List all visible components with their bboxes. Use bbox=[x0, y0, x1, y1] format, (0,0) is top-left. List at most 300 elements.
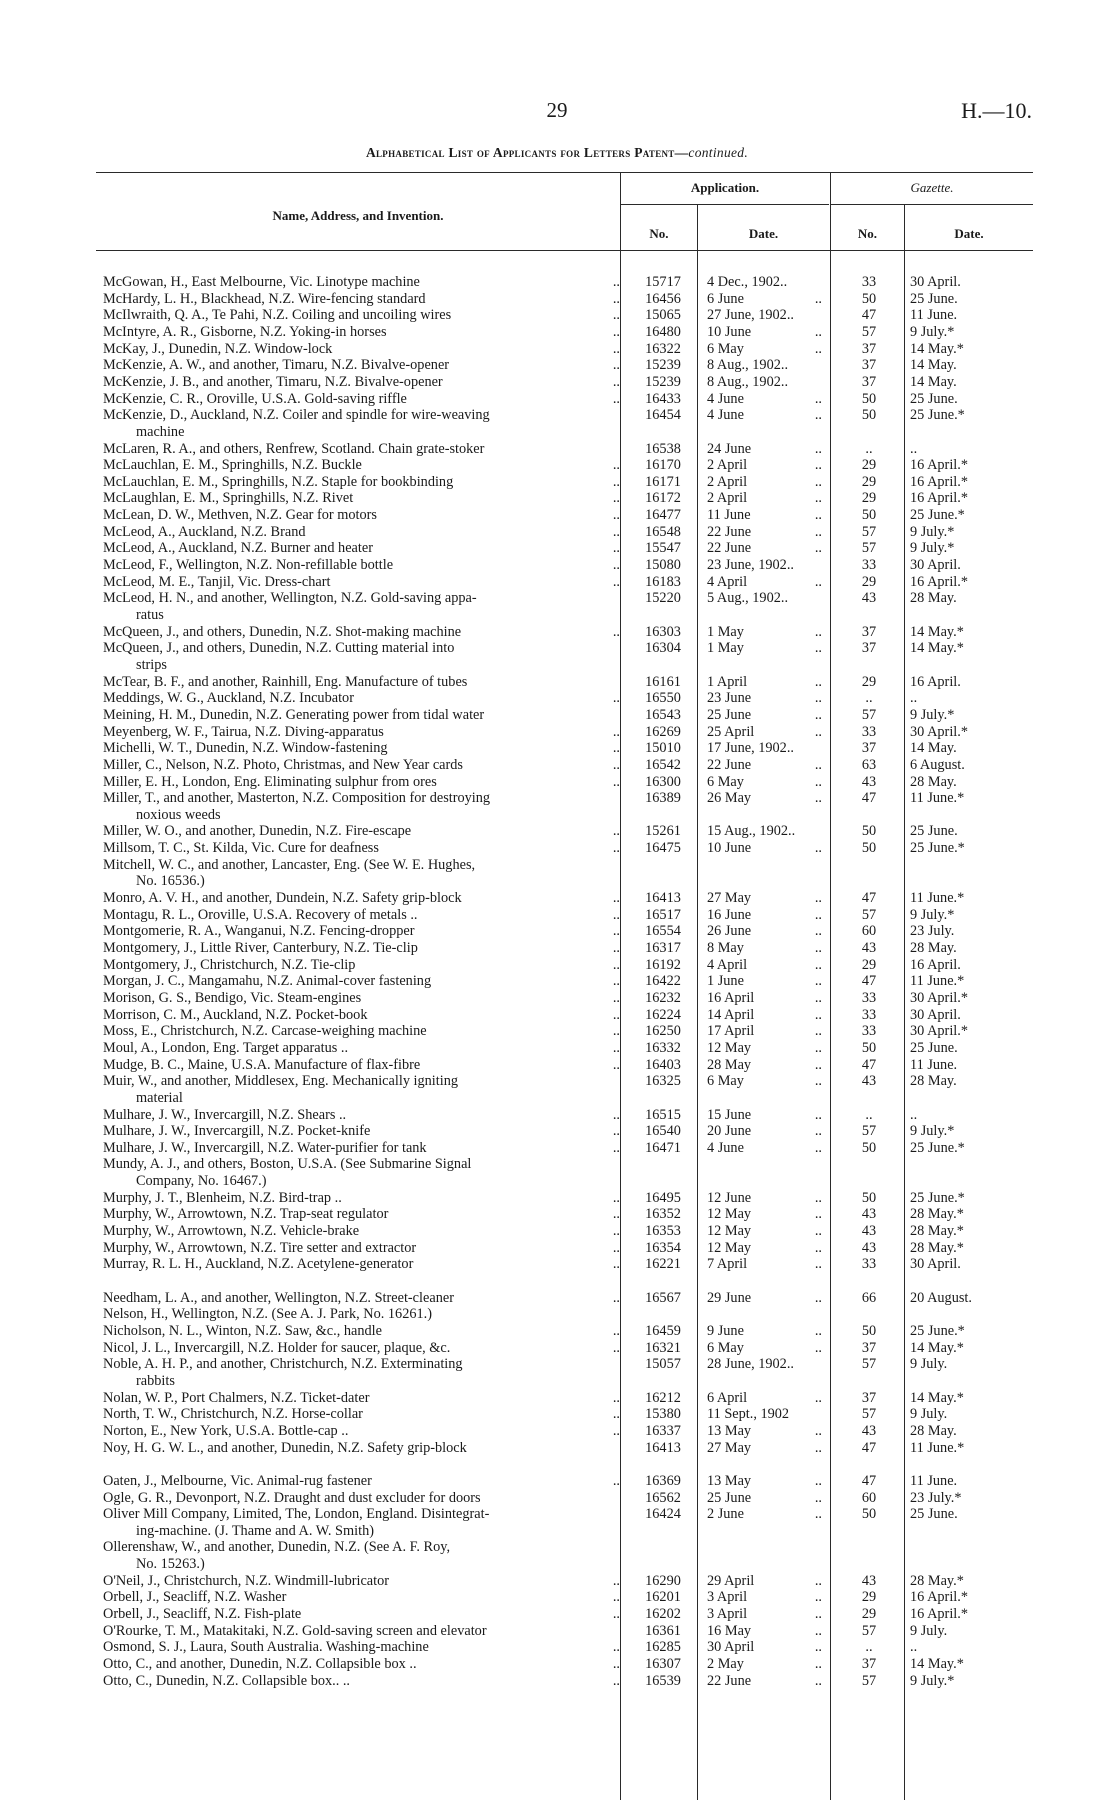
document-reference: H.—10. bbox=[961, 98, 1032, 123]
table-row bbox=[0, 1656, 1114, 1673]
application-number: 15220 bbox=[645, 590, 681, 607]
leader-dots: .. bbox=[814, 1389, 822, 1406]
gazette-date: 30 April. bbox=[910, 274, 961, 290]
application-number: 16515 bbox=[645, 1106, 681, 1123]
gazette-number: 50 bbox=[861, 290, 877, 307]
applicant-entry: Orbell, J., Seacliff, N.Z. Washer bbox=[103, 1589, 287, 1606]
application-date: 5 Aug., 1902.. bbox=[707, 590, 789, 607]
gazette-date: 16 April.* bbox=[910, 490, 968, 507]
applicant-entry-continued: noxious weeds bbox=[136, 806, 221, 823]
application-number: 16250 bbox=[645, 1023, 681, 1040]
applicant-entry: Michelli, W. T., Dunedin, N.Z. Window-fastening bbox=[103, 740, 388, 757]
table-row bbox=[0, 640, 1114, 657]
application-number: 15239 bbox=[645, 373, 681, 390]
applicant-entry: Mulhare, J. W., Invercargill, N.Z. Shears .. bbox=[103, 1106, 347, 1123]
gazette-date: 16 April.* bbox=[910, 573, 968, 590]
page-number: 29 bbox=[546, 98, 568, 122]
application-date: 22 June bbox=[707, 540, 752, 557]
title-main: Alphabetical List of Applicants for Letters Patent— bbox=[365, 145, 689, 160]
gazette-date: .. bbox=[910, 1106, 918, 1123]
gazette-number: 33 bbox=[861, 1023, 877, 1040]
leader-dots: .. bbox=[612, 457, 620, 474]
application-date: 13 May bbox=[707, 1422, 752, 1439]
applicant-entry: Otto, C., and another, Dunedin, N.Z. Collapsible box .. bbox=[103, 1656, 417, 1672]
leader-dots: .. bbox=[814, 706, 822, 723]
applicant-entry: Mitchell, W. C., and another, Lancaster, Eng. (See W. E. Hughes, bbox=[103, 856, 476, 873]
application-number: 16269 bbox=[645, 723, 681, 740]
gazette-date: 16 April.* bbox=[910, 1606, 968, 1622]
leader-dots: .. bbox=[612, 373, 620, 390]
application-number: 16550 bbox=[645, 690, 681, 707]
gazette-number: 50 bbox=[861, 407, 877, 424]
application-number: 16161 bbox=[645, 673, 681, 690]
application-date: 2 June bbox=[707, 1506, 744, 1523]
applicant-entry: McIntyre, A. R., Gisborne, N.Z. Yoking-in horses bbox=[103, 323, 387, 340]
leader-dots: .. bbox=[814, 1323, 822, 1339]
leader-dots: .. bbox=[814, 1123, 822, 1140]
application-number: 16433 bbox=[645, 390, 681, 407]
table-row bbox=[0, 1606, 1114, 1623]
gazette-date: 9 July.* bbox=[910, 1672, 955, 1689]
application-number: 15065 bbox=[645, 307, 681, 324]
application-date: 1 May bbox=[707, 623, 744, 640]
applicant-entry-continued: machine bbox=[136, 423, 185, 440]
gazette-number: 33 bbox=[861, 557, 877, 573]
leader-dots: .. bbox=[612, 1106, 620, 1123]
table-row bbox=[0, 341, 1114, 358]
leader-dots: .. bbox=[612, 523, 620, 540]
leader-dots: .. bbox=[612, 1656, 620, 1672]
application-date: 9 June bbox=[707, 1323, 744, 1339]
applicant-entry: O'Neil, J., Christchurch, N.Z. Windmill-lubricator bbox=[103, 1572, 390, 1589]
application-date: 28 June, 1902.. bbox=[707, 1356, 794, 1373]
leader-dots: .. bbox=[612, 989, 620, 1006]
header-application: Application. bbox=[690, 180, 760, 195]
application-number: 16232 bbox=[645, 989, 681, 1006]
application-number: 16548 bbox=[645, 523, 681, 540]
leader-dots: .. bbox=[612, 1672, 620, 1689]
gazette-number: 50 bbox=[861, 1323, 877, 1339]
applicant-entry: Morison, G. S., Bendigo, Vic. Steam-engines bbox=[103, 989, 362, 1006]
gazette-date: 25 June. bbox=[910, 823, 958, 840]
application-number: 16337 bbox=[645, 1422, 681, 1439]
table-row bbox=[0, 1073, 1114, 1090]
table-title bbox=[0, 145, 1114, 161]
application-date: 8 Aug., 1902.. bbox=[707, 373, 789, 390]
leader-dots: .. bbox=[814, 1206, 822, 1223]
application-number: 15717 bbox=[645, 274, 681, 290]
table-row bbox=[0, 274, 1114, 291]
applicant-entry: McGowan, H., East Melbourne, Vic. Linotype machine bbox=[103, 274, 420, 290]
leader-dots: .. bbox=[814, 1472, 822, 1489]
leader-dots: .. bbox=[814, 1189, 822, 1206]
application-date: 7 April bbox=[707, 1256, 748, 1273]
applicant-entry: Nicol, J. L., Invercargill, N.Z. Holder for saucer, plaque, &c. bbox=[103, 1339, 451, 1356]
table-row bbox=[0, 1623, 1114, 1640]
applicant-entry: Otto, C., Dunedin, N.Z. Collapsible box.. .. bbox=[103, 1672, 351, 1689]
leader-dots: .. bbox=[612, 473, 620, 490]
application-date: 16 May bbox=[707, 1622, 752, 1639]
gazette-date: 11 June.* bbox=[910, 790, 965, 807]
gazette-number: 50 bbox=[861, 507, 877, 524]
application-number: 16171 bbox=[645, 473, 681, 490]
gazette-number: 50 bbox=[861, 1506, 877, 1523]
gazette-number: 57 bbox=[861, 1406, 877, 1423]
application-number: 16300 bbox=[645, 773, 681, 790]
leader-dots: .. bbox=[814, 940, 822, 956]
leader-dots: .. bbox=[814, 790, 822, 807]
gazette-date: 9 July.* bbox=[910, 523, 955, 540]
application-number: 16369 bbox=[645, 1472, 681, 1489]
application-date: 1 June bbox=[707, 973, 744, 990]
application-date: 4 June bbox=[707, 407, 744, 424]
application-number: 16459 bbox=[645, 1323, 681, 1339]
gazette-date: 14 May.* bbox=[910, 340, 964, 357]
table-row bbox=[0, 923, 1114, 940]
table-row bbox=[0, 374, 1114, 391]
table-row-continuation bbox=[0, 657, 1114, 674]
leader-dots: .. bbox=[612, 323, 620, 340]
application-date: 24 June bbox=[707, 440, 752, 457]
table-row bbox=[0, 940, 1114, 957]
leader-dots: .. bbox=[612, 1139, 620, 1156]
applicant-entry-continued: material bbox=[136, 1089, 183, 1106]
leader-dots: .. bbox=[814, 440, 822, 457]
gazette-date: 11 June.* bbox=[910, 890, 965, 906]
table-row-continuation bbox=[0, 1556, 1114, 1573]
table-row bbox=[0, 1057, 1114, 1074]
applicant-entry: Murphy, W., Arrowtown, N.Z. Tire setter and extractor bbox=[103, 1239, 417, 1256]
application-number: 16303 bbox=[645, 623, 681, 640]
leader-dots: .. bbox=[612, 623, 620, 640]
table-row bbox=[0, 1140, 1114, 1157]
gazette-date: 25 June.* bbox=[910, 1189, 965, 1206]
gazette-date: 28 May.* bbox=[910, 1239, 964, 1256]
table-row bbox=[0, 1256, 1114, 1273]
leader-dots: .. bbox=[612, 1056, 620, 1073]
gazette-date: 11 June. bbox=[910, 307, 958, 324]
table-row bbox=[0, 1040, 1114, 1057]
applicant-entry: Morrison, C. M., Auckland, N.Z. Pocket-book bbox=[103, 1006, 368, 1023]
gazette-number: 63 bbox=[861, 756, 877, 773]
leader-dots: .. bbox=[612, 956, 620, 973]
application-date: 3 April bbox=[707, 1606, 748, 1622]
application-number: 15547 bbox=[645, 540, 681, 557]
gazette-date: 16 April.* bbox=[910, 1589, 968, 1606]
gazette-date: 9 July. bbox=[910, 1406, 948, 1423]
leader-dots: .. bbox=[612, 1239, 620, 1256]
applicant-entry: Oliver Mill Company, Limited, The, London, England. Disintegrat- bbox=[103, 1506, 490, 1523]
application-number: 16471 bbox=[645, 1139, 681, 1156]
leader-dots: .. bbox=[814, 773, 822, 790]
gazette-number: 37 bbox=[861, 740, 877, 757]
applicant-entry: Millsom, T. C., St. Kilda, Vic. Cure for deafness bbox=[103, 840, 379, 857]
application-date: 15 June bbox=[707, 1106, 752, 1123]
application-date: 30 April bbox=[707, 1639, 755, 1656]
application-number: 16480 bbox=[645, 323, 681, 340]
gazette-date: 30 April. bbox=[910, 1256, 961, 1273]
application-number: 16285 bbox=[645, 1639, 681, 1656]
table-row bbox=[0, 1406, 1114, 1423]
application-number: 16352 bbox=[645, 1206, 681, 1223]
application-date: 6 April bbox=[707, 1389, 748, 1406]
leader-dots: .. bbox=[814, 540, 822, 557]
leader-dots: .. bbox=[612, 1572, 620, 1589]
table-row bbox=[0, 291, 1114, 308]
gazette-date: .. bbox=[910, 690, 918, 707]
gazette-number: 66 bbox=[861, 1289, 877, 1306]
leader-dots: .. bbox=[814, 1289, 822, 1306]
applicant-entry: McKenzie, A. W., and another, Timaru, N.Z. Bivalve-opener bbox=[103, 357, 450, 374]
leader-dots: .. bbox=[612, 823, 620, 840]
leader-dots: .. bbox=[814, 1006, 822, 1023]
leader-dots: .. bbox=[612, 390, 620, 407]
application-number: 16290 bbox=[645, 1572, 681, 1589]
applicant-entry: Osmond, S. J., Laura, South Australia. Washing-machine bbox=[103, 1639, 429, 1656]
application-number: 16475 bbox=[645, 840, 681, 857]
gazette-date: 14 May. bbox=[910, 373, 957, 390]
applicant-entry: McLauchlan, E. M., Springhills, N.Z. Staple for bookbinding bbox=[103, 473, 454, 490]
gazette-date: 16 April.* bbox=[910, 473, 968, 490]
application-date: 17 June, 1902.. bbox=[707, 740, 794, 757]
applicant-entry: McKenzie, D., Auckland, N.Z. Coiler and spindle for wire-weaving bbox=[103, 407, 490, 424]
application-date: 16 June bbox=[707, 906, 752, 923]
gazette-date: 25 June.* bbox=[910, 507, 965, 524]
application-number: 16454 bbox=[645, 407, 681, 424]
application-date: 22 June bbox=[707, 523, 752, 540]
application-date: 12 June bbox=[707, 1189, 752, 1206]
gazette-number: .. bbox=[865, 690, 873, 707]
table-row bbox=[0, 507, 1114, 524]
applicant-entry: Norton, E., New York, U.S.A. Bottle-cap .. bbox=[103, 1422, 349, 1439]
table-row bbox=[0, 1440, 1114, 1457]
gazette-number: 47 bbox=[861, 307, 877, 324]
application-number: 16567 bbox=[645, 1289, 681, 1306]
applicant-entry: McQueen, J., and others, Dunedin, N.Z. Shot-making machine bbox=[103, 623, 462, 640]
gazette-number: 50 bbox=[861, 390, 877, 407]
gazette-number: 43 bbox=[861, 1206, 877, 1223]
leader-dots: .. bbox=[612, 1389, 620, 1406]
application-number: 16325 bbox=[645, 1073, 681, 1090]
gazette-number: 29 bbox=[861, 490, 877, 507]
application-date: 10 June bbox=[707, 323, 752, 340]
applicant-entry: McKay, J., Dunedin, N.Z. Window-lock bbox=[103, 340, 333, 357]
applicant-entry: McQueen, J., and others, Dunedin, N.Z. Cutting material into bbox=[103, 640, 455, 657]
leader-dots: .. bbox=[814, 1422, 822, 1439]
application-date: 4 Dec., 1902.. bbox=[707, 274, 788, 290]
application-date: 2 April bbox=[707, 457, 748, 474]
leader-dots: .. bbox=[814, 1589, 822, 1606]
application-date: 8 Aug., 1902.. bbox=[707, 357, 789, 374]
leader-dots: .. bbox=[814, 756, 822, 773]
gazette-number: 43 bbox=[861, 590, 877, 607]
gazette-number: 43 bbox=[861, 1572, 877, 1589]
table-row bbox=[0, 740, 1114, 757]
applicant-entry: O'Rourke, T. M., Matakitaki, N.Z. Gold-saving screen and elevator bbox=[103, 1622, 487, 1639]
leader-dots: .. bbox=[814, 1439, 822, 1456]
leader-dots: .. bbox=[612, 1256, 620, 1273]
gazette-date: 14 May.* bbox=[910, 623, 964, 640]
leader-dots: .. bbox=[612, 1589, 620, 1606]
gazette-date: 25 June. bbox=[910, 1506, 958, 1523]
gazette-number: 37 bbox=[861, 640, 877, 657]
leader-dots: .. bbox=[814, 723, 822, 740]
leader-dots: .. bbox=[814, 1256, 822, 1273]
application-number: 16456 bbox=[645, 290, 681, 307]
leader-dots: .. bbox=[814, 1506, 822, 1523]
application-number: 16192 bbox=[645, 956, 681, 973]
applicant-entry: Ogle, G. R., Devonport, N.Z. Draught and dust excluder for doors bbox=[103, 1489, 481, 1506]
gazette-number: 29 bbox=[861, 1589, 877, 1606]
table-row bbox=[0, 1223, 1114, 1240]
gazette-number: 33 bbox=[861, 274, 877, 290]
applicant-entry: Needham, L. A., and another, Wellington, N.Z. Street-cleaner bbox=[103, 1289, 454, 1306]
leader-dots: .. bbox=[612, 1039, 620, 1056]
application-date: 26 June bbox=[707, 923, 752, 940]
application-number: 16539 bbox=[645, 1672, 681, 1689]
leader-dots: .. bbox=[612, 1023, 620, 1040]
table-row bbox=[0, 490, 1114, 507]
leader-dots: .. bbox=[612, 973, 620, 990]
table-row-continuation bbox=[0, 1173, 1114, 1190]
application-number: 16221 bbox=[645, 1256, 681, 1273]
leader-dots: .. bbox=[814, 1639, 822, 1656]
applicant-entry: Orbell, J., Seacliff, N.Z. Fish-plate bbox=[103, 1606, 302, 1622]
applicant-entry: Montgomerie, R. A., Wanganui, N.Z. Fencing-dropper bbox=[103, 923, 415, 940]
table-row-continuation bbox=[0, 807, 1114, 824]
leader-dots: .. bbox=[612, 1006, 620, 1023]
gazette-date: 28 May.* bbox=[910, 1223, 964, 1239]
application-date: 2 April bbox=[707, 490, 748, 507]
applicant-entry: Mundy, A. J., and others, Boston, U.S.A. (See Submarine Signal bbox=[103, 1156, 472, 1173]
table-row bbox=[0, 690, 1114, 707]
applicant-entry: McLeod, M. E., Tanjil, Vic. Dress-chart bbox=[103, 573, 331, 590]
applicant-entry: McLeod, A., Auckland, N.Z. Brand bbox=[103, 523, 306, 540]
table-row bbox=[0, 790, 1114, 807]
leader-dots: .. bbox=[612, 1289, 620, 1306]
application-number: 16413 bbox=[645, 1439, 681, 1456]
gazette-date: 25 June.* bbox=[910, 840, 965, 857]
application-date: 6 June bbox=[707, 290, 744, 307]
application-number: 16321 bbox=[645, 1339, 681, 1356]
applicant-entry: Nolan, W. P., Port Chalmers, N.Z. Ticket-dater bbox=[103, 1389, 370, 1406]
gazette-number: 33 bbox=[861, 989, 877, 1006]
leader-dots: .. bbox=[612, 840, 620, 857]
gazette-number: 57 bbox=[861, 323, 877, 340]
application-date: 25 June bbox=[707, 1489, 752, 1506]
gazette-date: 28 May. bbox=[910, 773, 957, 790]
application-number: 16170 bbox=[645, 457, 681, 474]
application-number: 16224 bbox=[645, 1006, 681, 1023]
applicant-entry: Moss, E., Christchurch, N.Z. Carcase-weighing machine bbox=[103, 1023, 427, 1040]
gazette-number: .. bbox=[865, 1106, 873, 1123]
applicant-entry: Murphy, J. T., Blenheim, N.Z. Bird-trap .. bbox=[103, 1189, 342, 1206]
table-row bbox=[0, 1123, 1114, 1140]
table-row bbox=[0, 757, 1114, 774]
gazette-number: 37 bbox=[861, 357, 877, 374]
applicant-entry-continued: rabbits bbox=[136, 1372, 175, 1389]
gazette-number: 43 bbox=[861, 1422, 877, 1439]
gazette-number: 37 bbox=[861, 1656, 877, 1672]
header-bottom-rule bbox=[96, 250, 1033, 251]
application-number: 16212 bbox=[645, 1389, 681, 1406]
application-date: 12 May bbox=[707, 1223, 752, 1239]
table-row-continuation bbox=[0, 873, 1114, 890]
application-number: 16540 bbox=[645, 1123, 681, 1140]
application-number: 15239 bbox=[645, 357, 681, 374]
application-date: 22 June bbox=[707, 1672, 752, 1689]
leader-dots: .. bbox=[814, 640, 822, 657]
gazette-number: 57 bbox=[861, 1123, 877, 1140]
applicant-entry: Mudge, B. C., Maine, U.S.A. Manufacture of flax-fibre bbox=[103, 1056, 421, 1073]
table-row bbox=[0, 774, 1114, 791]
leader-dots: .. bbox=[612, 1339, 620, 1356]
table-row bbox=[0, 990, 1114, 1007]
gazette-date: 16 April.* bbox=[910, 457, 968, 474]
leader-dots: .. bbox=[612, 340, 620, 357]
leader-dots: .. bbox=[814, 840, 822, 857]
leader-dots: .. bbox=[814, 523, 822, 540]
leader-dots: .. bbox=[612, 1639, 620, 1656]
gazette-date: 25 June.* bbox=[910, 1139, 965, 1156]
application-number: 16361 bbox=[645, 1622, 681, 1639]
table-row bbox=[0, 540, 1114, 557]
table-row bbox=[0, 307, 1114, 324]
application-date: 6 May bbox=[707, 340, 744, 357]
leader-dots: .. bbox=[612, 1472, 620, 1489]
application-number: 16477 bbox=[645, 507, 681, 524]
table-row bbox=[0, 707, 1114, 724]
leader-dots: .. bbox=[814, 1622, 822, 1639]
table-row bbox=[0, 1390, 1114, 1407]
leader-dots: .. bbox=[814, 390, 822, 407]
gazette-number: 37 bbox=[861, 623, 877, 640]
table-row bbox=[0, 1107, 1114, 1124]
leader-dots: .. bbox=[612, 573, 620, 590]
leader-dots: .. bbox=[814, 1039, 822, 1056]
gazette-number: 47 bbox=[861, 790, 877, 807]
table-row bbox=[0, 624, 1114, 641]
applicant-entry: McLauchlan, E. M., Springhills, N.Z. Buckle bbox=[103, 457, 362, 474]
applicant-entry: Oaten, J., Melbourne, Vic. Animal-rug fastener bbox=[103, 1472, 372, 1489]
applicant-entry-continued: Company, No. 16467.) bbox=[136, 1173, 267, 1190]
applicant-entry-continued: strips bbox=[136, 656, 167, 673]
applicant-entry: McLaren, R. A., and others, Renfrew, Scotland. Chain grate-stoker bbox=[103, 440, 485, 457]
gazette-number: 43 bbox=[861, 1223, 877, 1239]
application-number: 15080 bbox=[645, 557, 681, 573]
gazette-date: 14 May.* bbox=[910, 640, 964, 657]
table-row bbox=[0, 1673, 1114, 1690]
gazette-number: 33 bbox=[861, 1256, 877, 1273]
leader-dots: .. bbox=[814, 1572, 822, 1589]
gazette-date: 14 May. bbox=[910, 357, 957, 374]
table-row bbox=[0, 724, 1114, 741]
gazette-number: 29 bbox=[861, 457, 877, 474]
leader-dots: .. bbox=[814, 673, 822, 690]
gazette-date: 25 June. bbox=[910, 1039, 958, 1056]
applicant-entry: Mulhare, J. W., Invercargill, N.Z. Water-purifier for tank bbox=[103, 1139, 427, 1156]
applicant-entry: Montagu, R. L., Oroville, U.S.A. Recovery of metals .. bbox=[103, 906, 418, 923]
leader-dots: .. bbox=[612, 307, 620, 324]
application-date: 25 June bbox=[707, 706, 752, 723]
application-number: 16543 bbox=[645, 706, 681, 723]
gazette-date: 11 June. bbox=[910, 1472, 958, 1489]
gazette-number: 43 bbox=[861, 1073, 877, 1090]
application-number: 16562 bbox=[645, 1489, 681, 1506]
table-row bbox=[0, 1356, 1114, 1373]
application-date: 2 May bbox=[707, 1656, 744, 1672]
application-number: 16517 bbox=[645, 906, 681, 923]
